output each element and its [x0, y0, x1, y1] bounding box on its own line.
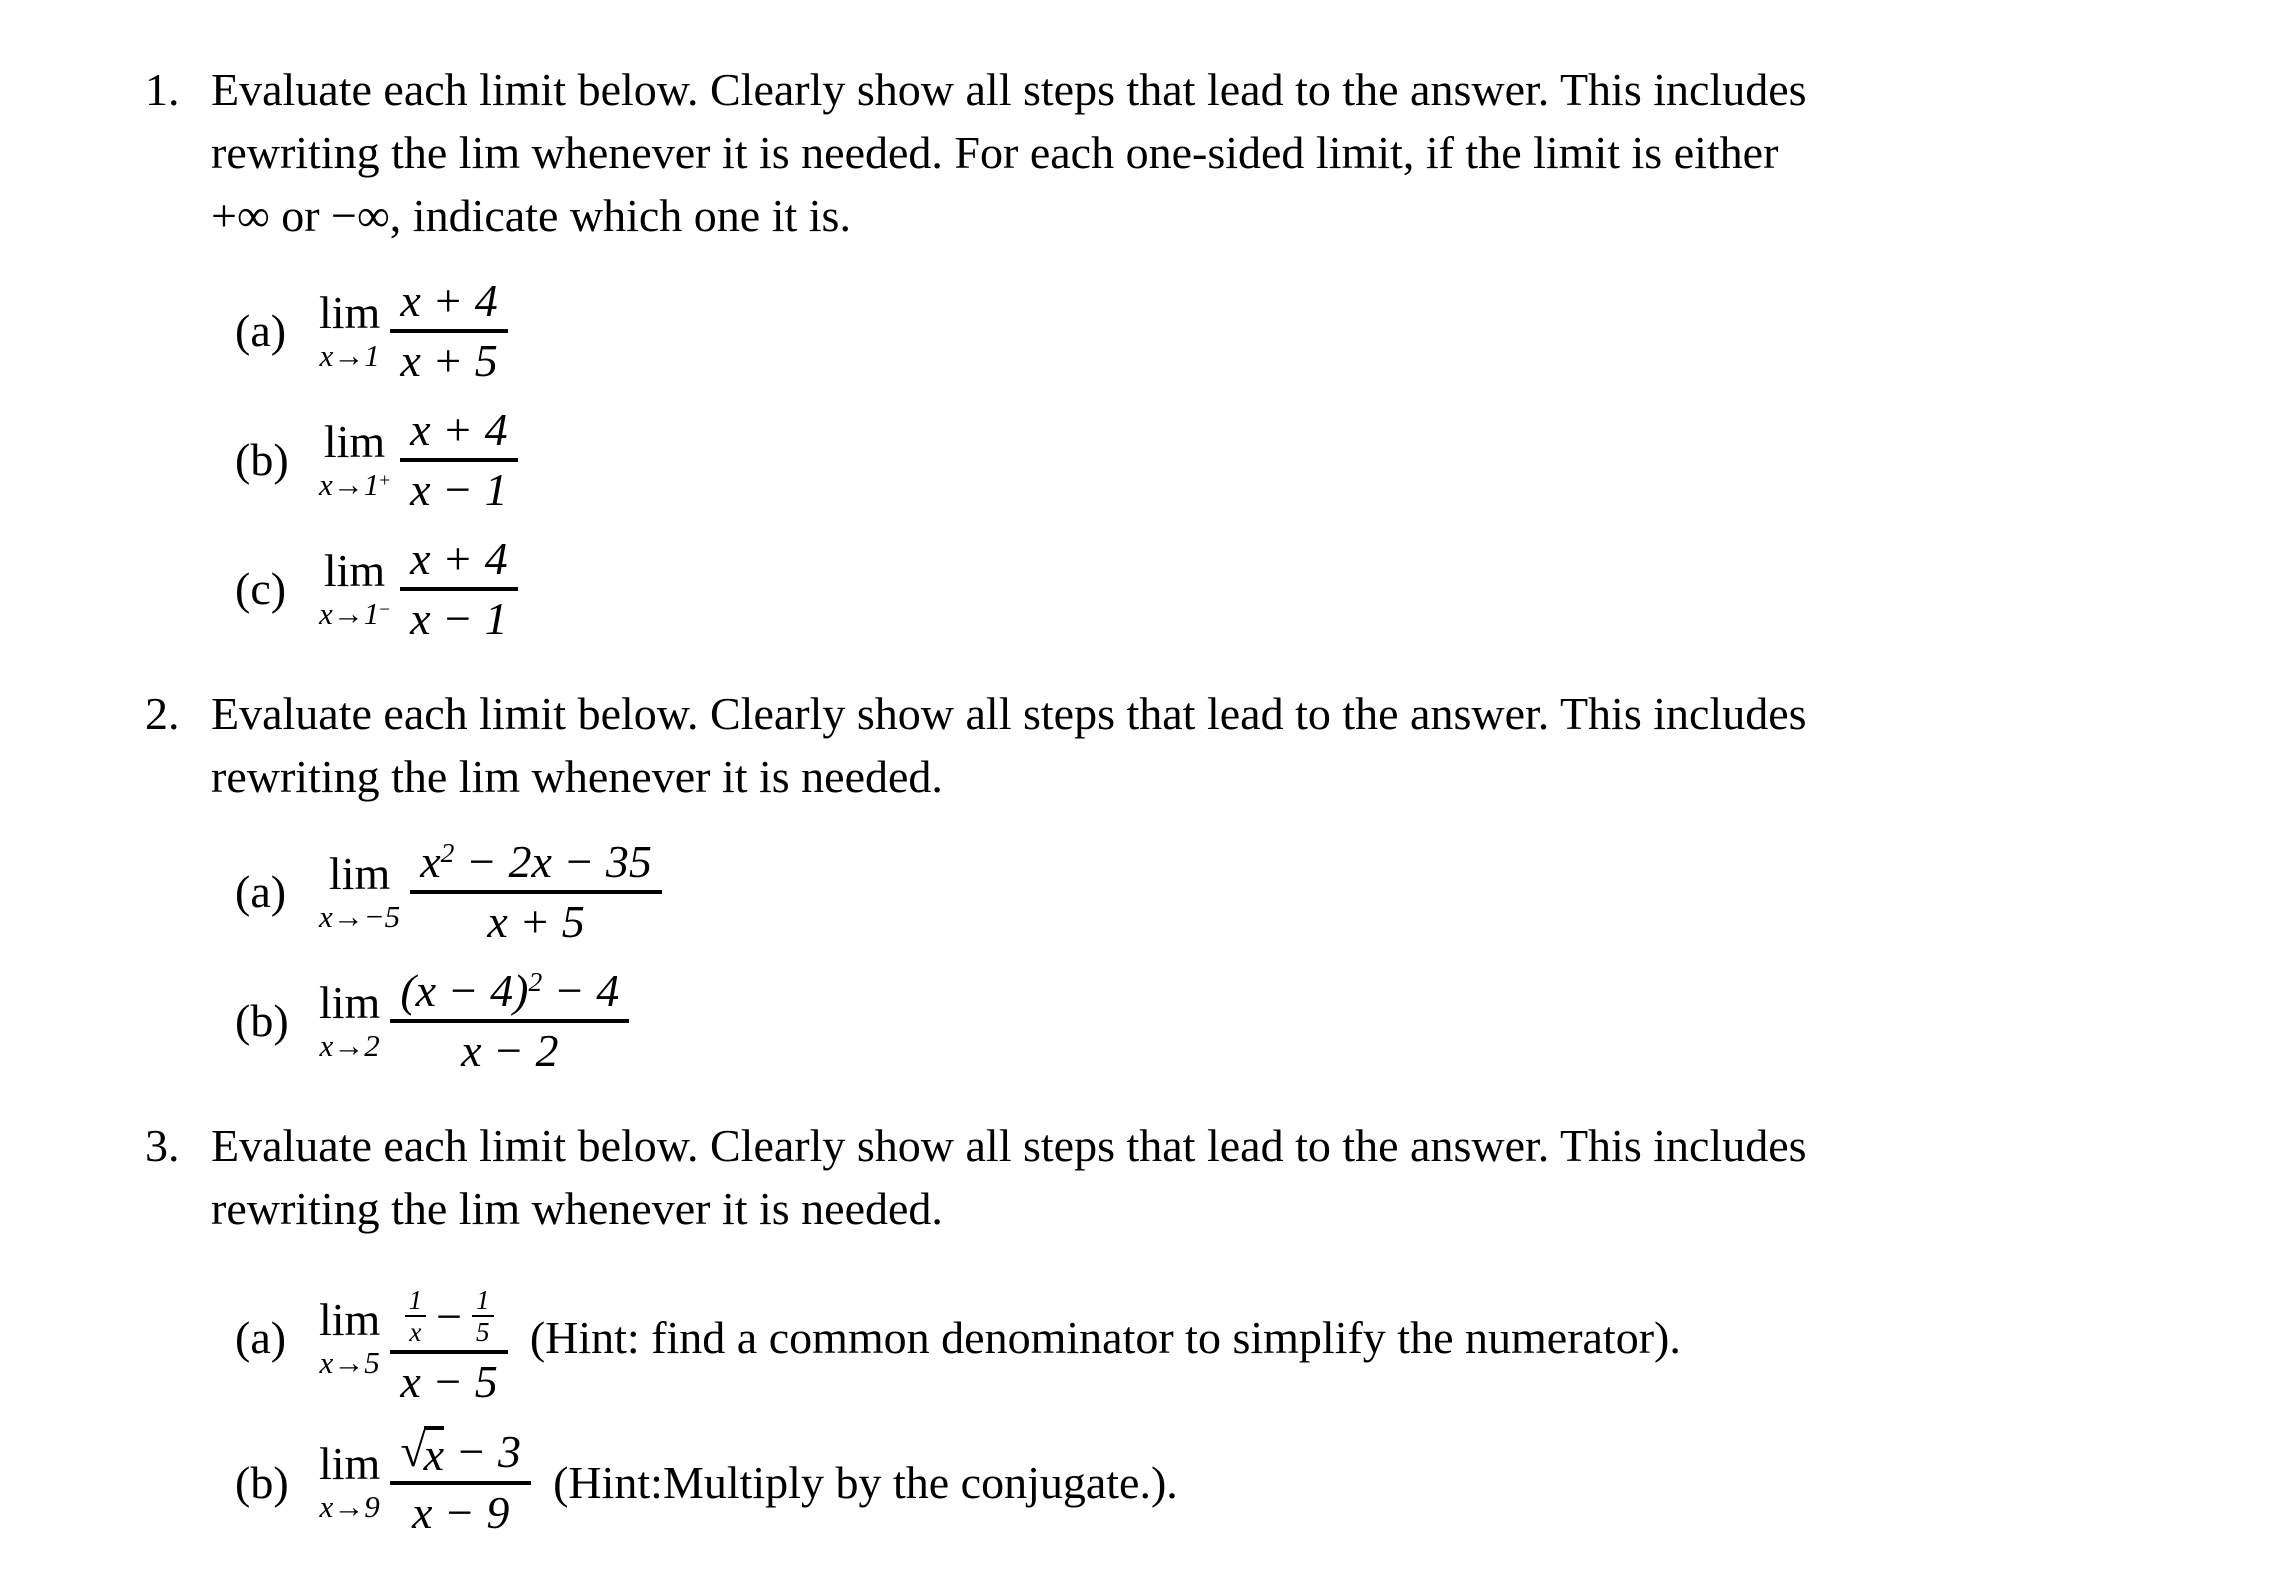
- numerator-rest: − 3: [444, 1426, 522, 1478]
- numerator-base: x: [420, 836, 441, 888]
- fraction-denominator: x + 5: [487, 895, 585, 947]
- limit-operator: [319, 976, 381, 1063]
- numerator-base: (x − 4): [400, 965, 529, 1017]
- subparts: [235, 273, 2252, 646]
- fraction-numerator: [410, 834, 662, 890]
- part-2a: [235, 834, 2252, 949]
- part-3b: [235, 1423, 2252, 1541]
- statement-line: rewriting the lim whenever it is needed. For each one-sided limit, if the limit is either: [211, 127, 1779, 178]
- part-label: (b): [235, 434, 289, 486]
- limit-approach: x→5: [319, 1344, 380, 1380]
- square-root-sign: √: [400, 1425, 426, 1477]
- fraction-denominator: x − 2: [461, 1024, 559, 1076]
- numerator-rest: − 4: [542, 965, 620, 1017]
- small-fraction: [405, 1285, 427, 1347]
- statement-line: Evaluate each limit below. Clearly show all steps that lead to the answer. This includes: [211, 64, 1807, 115]
- part-1c: [235, 531, 2252, 646]
- problem-statement: [211, 1114, 2252, 1240]
- lim-word: lim: [319, 1294, 381, 1345]
- limit-operator: [319, 415, 391, 502]
- problem-number: 1.: [145, 64, 180, 115]
- lim-word: lim: [319, 976, 381, 1028]
- limit-operator: [319, 544, 391, 631]
- part-label: (a): [235, 866, 287, 918]
- small-fraction-denominator: 5: [476, 1317, 490, 1348]
- statement-line: Evaluate each limit below. Clearly show all steps that lead to the answer. This includes: [211, 688, 1807, 740]
- problem-3: [145, 1114, 2252, 1541]
- limit-approach: [319, 466, 391, 502]
- fraction-numerator: [390, 1423, 531, 1481]
- lim-word: lim: [323, 415, 386, 467]
- hint-text: (Hint: find a common denominator to simplify the numerator).: [529, 1312, 1681, 1364]
- approach-sign: +: [379, 470, 391, 491]
- fraction: [390, 1266, 507, 1409]
- small-fraction-denominator: x: [409, 1317, 422, 1348]
- fraction: [410, 834, 662, 949]
- fraction: [400, 531, 517, 646]
- part-label: (a): [235, 1312, 287, 1364]
- radicand: x: [424, 1426, 444, 1479]
- lim-word: lim: [319, 1438, 381, 1490]
- approach-text: x→1: [319, 337, 380, 373]
- part-2b: [235, 963, 2252, 1078]
- limit-approach: x→2: [319, 1027, 380, 1063]
- small-fraction-numerator: 1: [408, 1285, 423, 1316]
- numerator-expression: [405, 1285, 494, 1347]
- exponent: 2: [528, 965, 543, 997]
- fraction: [390, 273, 507, 388]
- limit-approach: x→9: [319, 1489, 380, 1525]
- minus-operator: −: [436, 1290, 463, 1342]
- small-fraction-numerator: 1: [476, 1285, 490, 1316]
- limit-operator: [319, 847, 401, 934]
- fraction-numerator: x + 4: [400, 275, 498, 326]
- approach-text: x→1: [319, 466, 380, 502]
- fraction-denominator: x + 5: [400, 334, 498, 386]
- limit-operator: [319, 1440, 380, 1523]
- part-label: (a): [235, 305, 287, 357]
- fraction-denominator: x − 9: [411, 1487, 510, 1539]
- lim-word: lim: [328, 847, 391, 899]
- part-label: (b): [235, 1456, 289, 1508]
- part-label: (b): [235, 995, 289, 1047]
- subparts: [235, 1266, 2252, 1541]
- problem-statement: [211, 58, 2252, 247]
- limit-operator: [319, 286, 381, 373]
- lim-word: lim: [319, 286, 381, 338]
- problem-2: [145, 682, 2252, 1078]
- small-fraction: [472, 1285, 494, 1347]
- approach-sign: −: [379, 599, 391, 621]
- exponent: 2: [440, 836, 455, 868]
- fraction: [390, 1423, 531, 1541]
- fraction-numerator: x + 4: [410, 404, 508, 456]
- limit-approach: [319, 595, 391, 631]
- hint-text: (Hint:Multiply by the conjugate.).: [553, 1456, 1178, 1508]
- fraction-denominator: x − 1: [410, 463, 508, 515]
- numerator-rest: − 2x − 35: [454, 836, 652, 888]
- statement-line: rewriting the lim whenever it is needed.: [211, 751, 943, 803]
- problem-number: 2.: [145, 688, 180, 740]
- fraction-numerator: [395, 1266, 504, 1349]
- fraction-denominator: x − 5: [400, 1355, 498, 1407]
- fraction-denominator: x − 1: [410, 592, 508, 644]
- statement-line: rewriting the lim whenever it is needed.: [211, 1183, 943, 1235]
- problem-number: 3.: [145, 1120, 180, 1172]
- part-label: (c): [235, 563, 287, 615]
- limit-approach: [319, 337, 380, 373]
- part-1a: [235, 273, 2252, 388]
- limit-approach: x→−5: [319, 898, 401, 934]
- subparts: [235, 834, 2252, 1078]
- lim-word: lim: [323, 544, 386, 596]
- approach-text: x→1: [319, 595, 380, 631]
- square-root: [400, 1426, 521, 1479]
- problem-1: [145, 58, 2252, 646]
- limit-operator: [319, 1296, 380, 1379]
- problem-statement: [211, 682, 2252, 808]
- part-1b: [235, 402, 2252, 517]
- fraction: [390, 963, 629, 1078]
- statement-line: +∞ or −∞, indicate which one it is.: [211, 190, 851, 241]
- fraction-numerator: x + 4: [410, 533, 508, 585]
- statement-line: Evaluate each limit below. Clearly show all steps that lead to the answer. This includes: [211, 1120, 1807, 1172]
- part-3a: [235, 1266, 2252, 1409]
- fraction: [400, 402, 517, 517]
- fraction-numerator: [390, 963, 629, 1019]
